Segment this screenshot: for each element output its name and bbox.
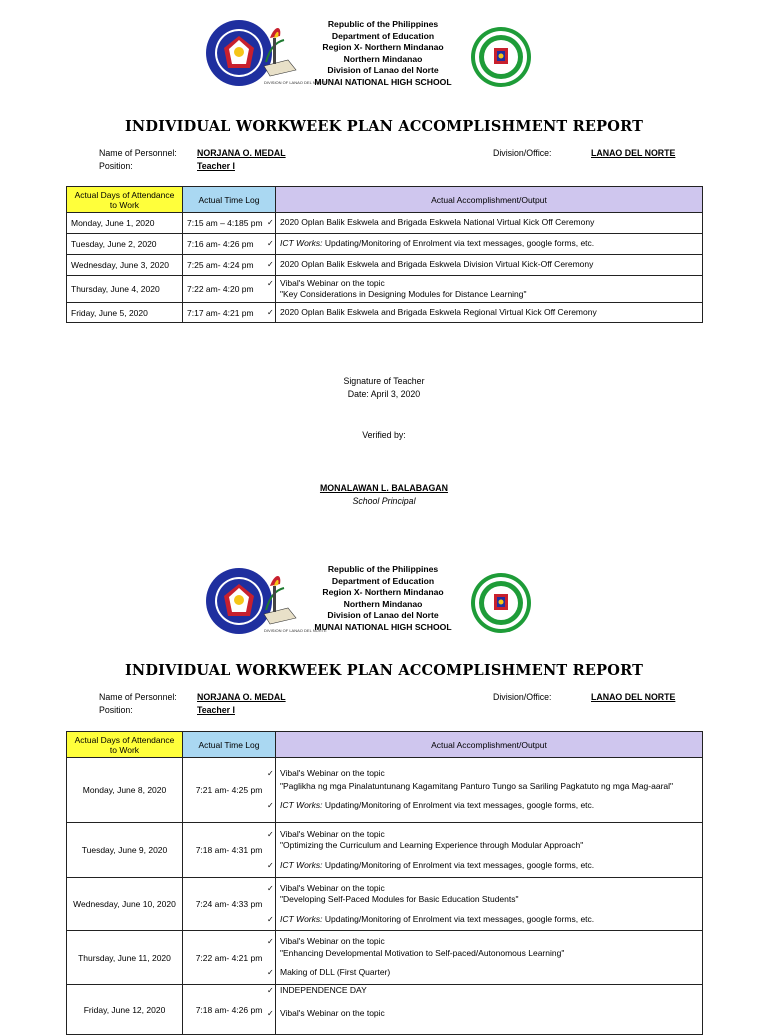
time-cell: 7:25 am- 4:24 pm <box>183 255 276 276</box>
table-row <box>67 878 703 931</box>
header-line: Department of Education <box>331 575 435 586</box>
time-cell: 7:16 am- 4:26 pm <box>183 234 276 255</box>
accomplishment-text: Vibal's Webinar on the topic <box>280 882 385 893</box>
day-cell: Thursday, June 11, 2020 <box>67 931 183 985</box>
division-value: LANAO DEL NORTE <box>591 692 676 702</box>
position-value: Teacher I <box>197 161 235 171</box>
ict-label: ICT Works: <box>280 238 323 249</box>
header-line: MUNAI NATIONAL HIGH SCHOOL <box>314 76 452 87</box>
position-label: Position: <box>99 705 133 715</box>
header-time-log: Actual Time Log <box>183 732 276 758</box>
table-row <box>67 276 703 303</box>
accomplishment-text: Making of DLL (First Quarter) <box>280 967 391 978</box>
checkmark-icon: ✓ <box>267 278 274 288</box>
deped-seal-logo <box>204 566 327 636</box>
signature-date: Date: April 3, 2020 <box>347 389 421 399</box>
day-cell: Friday, June 12, 2020 <box>67 985 183 1035</box>
accomplishment-text: Vibal's Webinar on the topic <box>280 936 385 947</box>
accomplishment-text: Vibal's Webinar on the topic <box>280 1007 385 1018</box>
header-time-log: Actual Time Log <box>183 187 276 213</box>
accomplishment-cell <box>267 823 703 878</box>
agency-header <box>290 19 476 89</box>
header-line: MUNAI NATIONAL HIGH SCHOOL <box>314 621 452 632</box>
checkmark-icon: ✓ <box>267 968 274 978</box>
day-cell: Tuesday, June 9, 2020 <box>67 823 183 878</box>
checkmark-icon: ✓ <box>267 239 274 249</box>
checkmark-icon: ✓ <box>267 829 274 839</box>
svg-text:DIVISION OF LANAO DEL NORTE: DIVISION OF LANAO DEL NORTE <box>264 628 327 633</box>
table-row <box>67 303 703 323</box>
accomplishment-text: Updating/Monitoring of Enrolment via text messages, google forms, etc. <box>322 859 595 870</box>
accomplishment-text: Updating/Monitoring of Enrolment via text messages, google forms, etc. <box>322 913 595 924</box>
accomplishment-text: Vibal's Webinar on the topic <box>280 768 385 779</box>
header-line: Division of Lanao del Norte <box>327 65 439 76</box>
webinar-topic: "Enhancing Developmental Motivation to Self-paced/Autonomous Learning" <box>280 947 565 958</box>
accomplishment-text: INDEPENDENCE DAY <box>280 985 367 995</box>
checkmark-icon: ✓ <box>267 860 274 870</box>
header-line: Northern Mindanao <box>343 598 423 609</box>
time-cell: 7:18 am- 4:31 pm <box>183 823 276 878</box>
checkmark-icon: ✓ <box>267 914 274 924</box>
accomplishment-text: Vibal's Webinar on the topic <box>280 828 385 839</box>
header-line: Northern Mindanao <box>343 53 423 64</box>
accomplishment-cell <box>267 303 703 323</box>
checkmark-icon: ✓ <box>267 883 274 893</box>
agency-header <box>290 564 476 634</box>
time-cell: 7:18 am- 4:26 pm <box>183 985 276 1035</box>
name-label: Name of Personnel: <box>99 148 177 158</box>
division-label: Division/Office: <box>493 692 552 702</box>
time-cell: 7:24 am- 4:33 pm <box>183 878 276 931</box>
table-header-row <box>67 187 703 213</box>
webinar-topic: "Key Considerations in Designing Modules for Distance Learning" <box>280 289 527 299</box>
header-days: Actual Days of Attendance to Work <box>67 732 183 758</box>
day-cell: Monday, June 1, 2020 <box>67 213 183 234</box>
checkmark-icon: ✓ <box>267 218 274 228</box>
time-cell: 7:17 am- 4:21 pm <box>183 303 276 323</box>
accomplishment-table <box>66 186 703 323</box>
accomplishment-text: 2020 Oplan Balik Eskwela and Brigada Eskwela Division Virtual Kick-Off Ceremony <box>280 259 594 270</box>
time-cell: 7:15 am – 4:185 pm <box>183 213 276 234</box>
deped-seal-logo <box>204 18 327 88</box>
header-line: Department of Education <box>331 30 435 41</box>
accomplishment-table <box>66 731 703 1035</box>
table-row <box>67 213 703 234</box>
time-cell: 7:21 am- 4:25 pm <box>183 758 276 823</box>
webinar-topic: "Paglikha ng mga Pinalatuntunang Kagamitang Panturo Tungo sa Sariling Pagkatuto ng mga Mag-aaral" <box>280 780 674 791</box>
header-line: Region X- Northern Mindanao <box>322 42 444 53</box>
accomplishment-cell <box>267 213 703 234</box>
table-row <box>67 931 703 985</box>
day-cell: Friday, June 5, 2020 <box>67 303 183 323</box>
table-row <box>67 823 703 878</box>
accomplishment-text: Vibal's Webinar on the topic <box>280 277 385 288</box>
ict-label: ICT Works: <box>280 913 323 924</box>
checkmark-icon: ✓ <box>267 769 274 779</box>
accomplishment-cell <box>267 931 703 985</box>
accomplishment-text: Updating/Monitoring of Enrolment via text messages, google forms, etc. <box>322 238 595 249</box>
principal-title: School Principal <box>352 496 416 506</box>
accomplishment-cell <box>267 234 703 255</box>
report-title: INDIVIDUAL WORKWEEK PLAN ACCOMPLISHMENT REPORT <box>124 118 644 135</box>
checkmark-icon: ✓ <box>267 307 274 317</box>
checkmark-icon: ✓ <box>267 260 274 270</box>
accomplishment-cell <box>267 255 703 276</box>
header-line: Division of Lanao del Norte <box>327 610 439 621</box>
header-line: Republic of the Philippines <box>327 564 439 574</box>
position-label: Position: <box>99 161 133 171</box>
checkmark-icon: ✓ <box>267 1008 274 1018</box>
accomplishment-text: Updating/Monitoring of Enrolment via text messages, google forms, etc. <box>322 800 595 811</box>
day-cell: Monday, June 8, 2020 <box>67 758 183 823</box>
header-days: Actual Days of Attendance to Work <box>67 187 183 213</box>
name-value: NORJANA O. MEDAL <box>197 148 286 158</box>
table-header-row <box>67 732 703 758</box>
accomplishment-cell <box>267 878 703 931</box>
accomplishment-cell <box>267 758 703 823</box>
time-cell: 7:22 am- 4:20 pm <box>183 276 276 303</box>
day-cell: Tuesday, June 2, 2020 <box>67 234 183 255</box>
report-title: INDIVIDUAL WORKWEEK PLAN ACCOMPLISHMENT REPORT <box>124 662 644 679</box>
checkmark-icon: ✓ <box>267 986 274 995</box>
table-row <box>67 234 703 255</box>
accomplishment-cell <box>267 985 703 1035</box>
table-row <box>67 758 703 823</box>
checkmark-icon: ✓ <box>267 937 274 947</box>
header-accomplishment: Actual Accomplishment/Output <box>276 187 703 213</box>
table-row <box>67 255 703 276</box>
day-cell: Thursday, June 4, 2020 <box>67 276 183 303</box>
division-value: LANAO DEL NORTE <box>591 148 676 158</box>
accomplishment-text: 2020 Oplan Balik Eskwela and Brigada Eskwela Regional Virtual Kick Off Ceremony <box>280 306 597 317</box>
accomplishment-cell <box>267 276 703 303</box>
checkmark-icon: ✓ <box>267 801 274 811</box>
table-row <box>67 985 703 1035</box>
ict-label: ICT Works: <box>280 800 323 811</box>
ict-label: ICT Works: <box>280 859 323 870</box>
svg-text:DIVISION OF LANAO DEL NORTE: DIVISION OF LANAO DEL NORTE <box>264 80 327 85</box>
webinar-topic: "Developing Self-Paced Modules for Basic Education Students" <box>280 894 519 905</box>
verified-by-label: Verified by: <box>362 430 406 440</box>
time-cell: 7:22 am- 4:21 pm <box>183 931 276 985</box>
name-label: Name of Personnel: <box>99 692 177 702</box>
principal-name: MONALAWAN L. BALABAGAN <box>319 483 449 493</box>
header-line: Republic of the Philippines <box>327 19 439 29</box>
division-label: Division/Office: <box>493 148 552 158</box>
school-seal-logo <box>470 26 532 88</box>
position-value: Teacher I <box>197 705 235 715</box>
accomplishment-text: 2020 Oplan Balik Eskwela and Brigada Eskwela National Virtual Kick Off Ceremony <box>280 217 595 228</box>
header-accomplishment: Actual Accomplishment/Output <box>276 732 703 758</box>
name-value: NORJANA O. MEDAL <box>197 692 286 702</box>
day-cell: Wednesday, June 3, 2020 <box>67 255 183 276</box>
webinar-topic: "Optimizing the Curriculum and Learning Experience through Modular Approach" <box>280 840 584 851</box>
day-cell: Wednesday, June 10, 2020 <box>67 878 183 931</box>
signature-label: Signature of Teacher <box>343 376 425 386</box>
school-seal-logo <box>470 572 532 634</box>
header-line: Region X- Northern Mindanao <box>322 587 444 598</box>
